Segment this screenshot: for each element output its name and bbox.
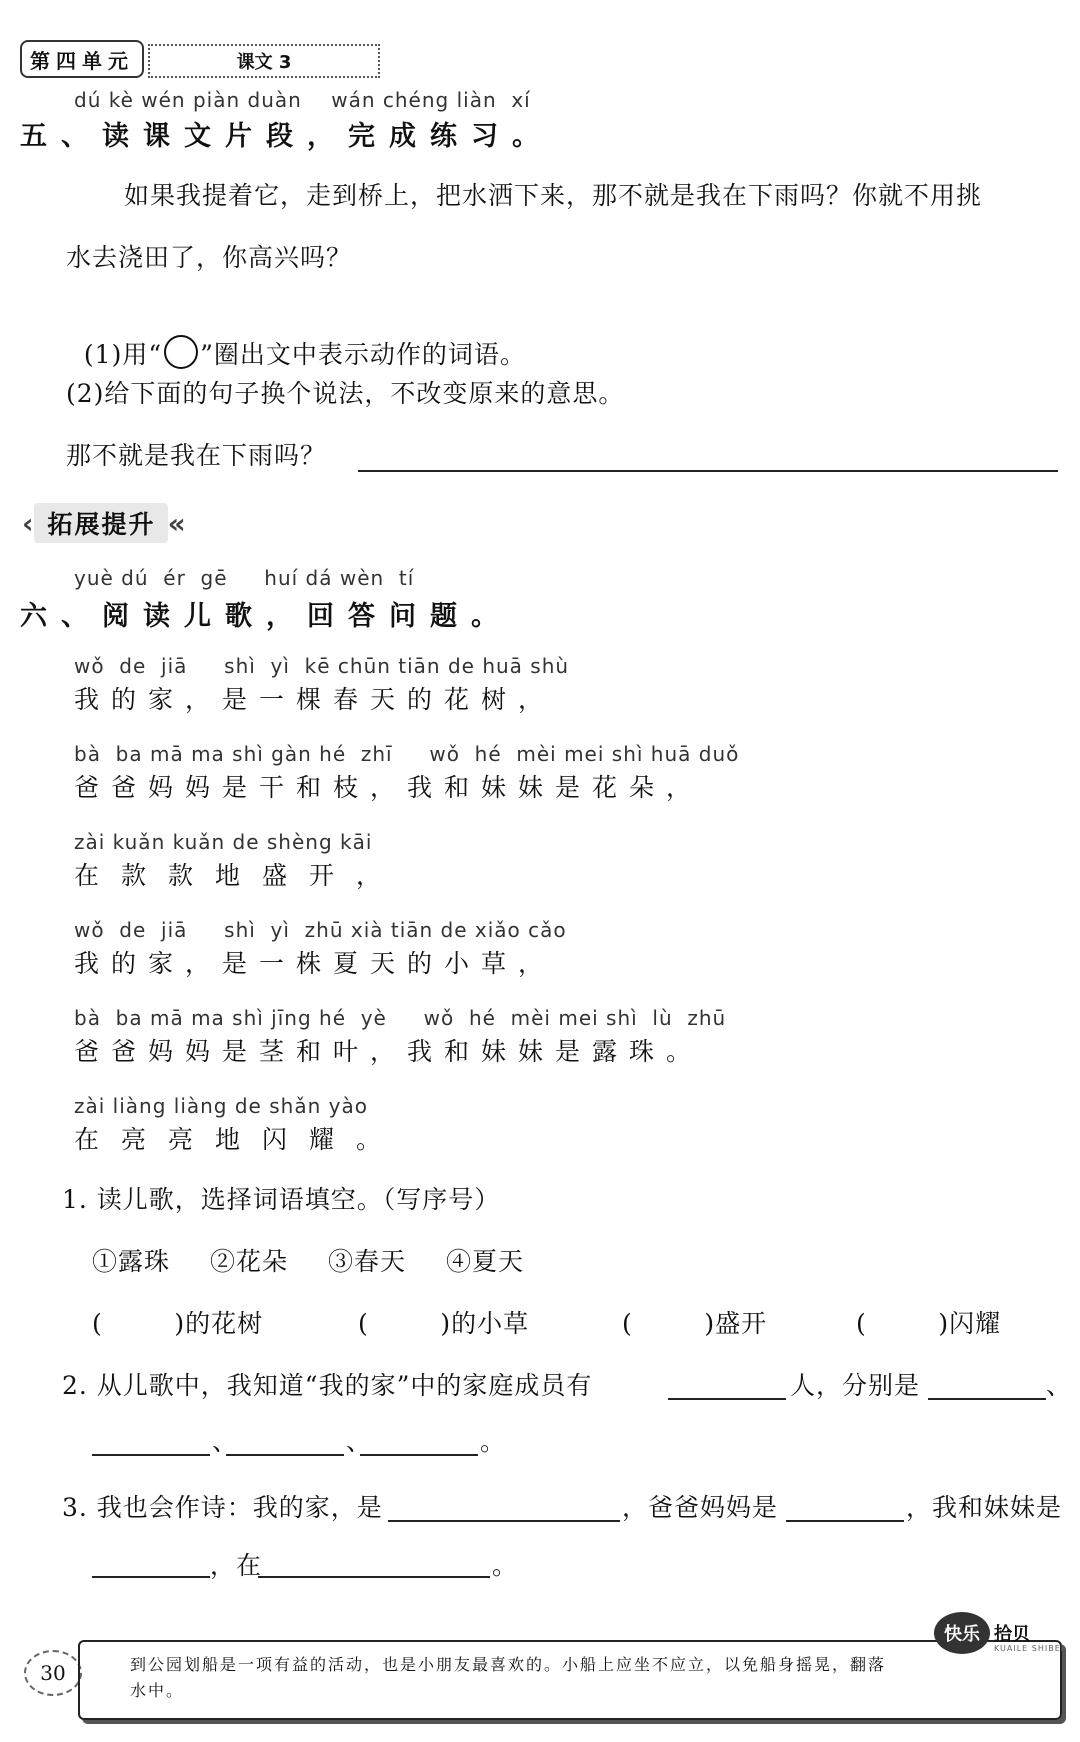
section5-title: 五、读课文片段，完成练习。: [20, 121, 553, 152]
question-6-3: 3. 我也会作诗：我的家，是: [62, 1493, 383, 1522]
poem-pinyin: wǒ de jiā shì yì zhū xià tiān de xiǎo cǎo: [74, 918, 567, 942]
poem-line: 我的家，是一棵春天的花树，: [74, 685, 556, 714]
extend-banner: [22, 505, 186, 541]
question-6-1: 1. 读儿歌，选择词语填空。（写序号）: [62, 1185, 501, 1214]
section6-pinyin: yuè dú ér gē huí dá wèn tí: [74, 566, 415, 590]
question-5-2-sentence: 那不就是我在下雨吗？: [66, 441, 327, 470]
answer-blank-member-3[interactable]: [226, 1454, 344, 1456]
answer-blank-parents[interactable]: [786, 1520, 904, 1522]
lesson-tag: 课文 3: [148, 44, 380, 78]
question-5-1: [66, 306, 526, 371]
extend-label: 拓展提升: [34, 503, 168, 543]
fill-blank-4[interactable]: ( )闪耀: [856, 1309, 1002, 1338]
answer-line-5-2[interactable]: [358, 470, 1058, 472]
section6-title: 六、阅读儿歌，回答问题。: [20, 601, 512, 632]
option-3: ③春天: [328, 1247, 407, 1276]
answer-blank-member-4[interactable]: [360, 1454, 478, 1456]
passage-line-2: 水去浇田了，你高兴吗？: [66, 243, 353, 272]
fill-blank-3[interactable]: ( )盛开: [622, 1309, 768, 1338]
answer-blank-home[interactable]: [388, 1520, 620, 1522]
logo-subtext: KUAILE SHIBEI: [994, 1644, 1065, 1653]
poem-line: 在款款地盛开，: [74, 861, 404, 890]
q1-prefix: (1)用“: [83, 340, 163, 369]
poem-pinyin: zài liàng liàng de shǎn yào: [74, 1094, 368, 1118]
option-2: ②花朵: [210, 1247, 289, 1276]
poem-pinyin: bà ba mā ma shì jīng hé yè wǒ hé mèi mei shì lù zhū: [74, 1006, 727, 1030]
q1-suffix: ”圈出文中表示动作的词语。: [200, 340, 526, 369]
poem-pinyin: zài kuǎn kuǎn de shèng kāi: [74, 830, 373, 854]
question-6-2-part2: 人，分别是: [790, 1371, 921, 1400]
poem-pinyin: bà ba mā ma shì gàn hé zhī wǒ hé mèi mei shì huā duǒ: [74, 742, 740, 766]
q2-sep-2: 、: [346, 1427, 373, 1456]
poem-line: 在亮亮地闪耀。: [74, 1125, 404, 1154]
q3-part3: ，我和妹妹是: [906, 1493, 1063, 1522]
option-4: ④夏天: [446, 1247, 525, 1276]
page-number: 30: [24, 1650, 82, 1696]
double-chevron-left-icon: «: [167, 506, 186, 540]
q2-sep-1: 、: [212, 1427, 239, 1456]
chevron-left-icon: ‹: [22, 506, 34, 540]
fill-blank-1[interactable]: ( )的花树: [92, 1309, 264, 1338]
section5-pinyin: dú kè wén piàn duàn wán chéng liàn xí: [74, 88, 531, 112]
question-6-2: 2. 从儿歌中，我知道“我的家”中的家庭成员有: [62, 1371, 593, 1400]
unit-tag: 第四单元: [20, 40, 144, 78]
question-5-2: (2)给下面的句子换个说法，不改变原来的意思。: [66, 379, 625, 408]
q3-part2: ，爸爸妈妈是: [622, 1493, 779, 1522]
poem-line: 爸爸妈妈是茎和叶，我和妹妹是露珠。: [74, 1037, 704, 1066]
option-1: ①露珠: [92, 1247, 171, 1276]
poem-pinyin: wǒ de jiā shì yì kē chūn tiān de huā shù: [74, 654, 570, 678]
q2-period: 。: [480, 1427, 507, 1456]
logo-text: 拾贝: [994, 1624, 1030, 1645]
answer-blank-member-2[interactable]: [92, 1454, 210, 1456]
q3-part4: ，在: [210, 1551, 263, 1580]
circle-symbol-icon: [164, 335, 198, 369]
answer-blank-sisters[interactable]: [92, 1576, 210, 1578]
poem-line: 爸爸妈妈是干和枝，我和妹妹是花朵，: [74, 773, 704, 802]
answer-blank-action[interactable]: [258, 1576, 490, 1578]
fill-blank-2[interactable]: ( )的小草: [358, 1309, 530, 1338]
logo-bubble: 快乐: [934, 1612, 990, 1654]
passage-line-1: 如果我提着它，走到桥上，把水洒下来，那不就是我在下雨吗？你就不用挑: [124, 181, 983, 210]
poem-line: 我的家，是一株夏天的小草，: [74, 949, 556, 978]
answer-blank-count[interactable]: [668, 1398, 786, 1400]
q3-period: 。: [492, 1551, 519, 1580]
tip-text: 到公园划船是一项有益的活动，也是小朋友最喜欢的。小船上应坐不应立，以免船身摇晃，翻落水中。: [130, 1655, 887, 1700]
q2-comma: 、: [1046, 1371, 1073, 1400]
answer-blank-member-1[interactable]: [928, 1398, 1046, 1400]
